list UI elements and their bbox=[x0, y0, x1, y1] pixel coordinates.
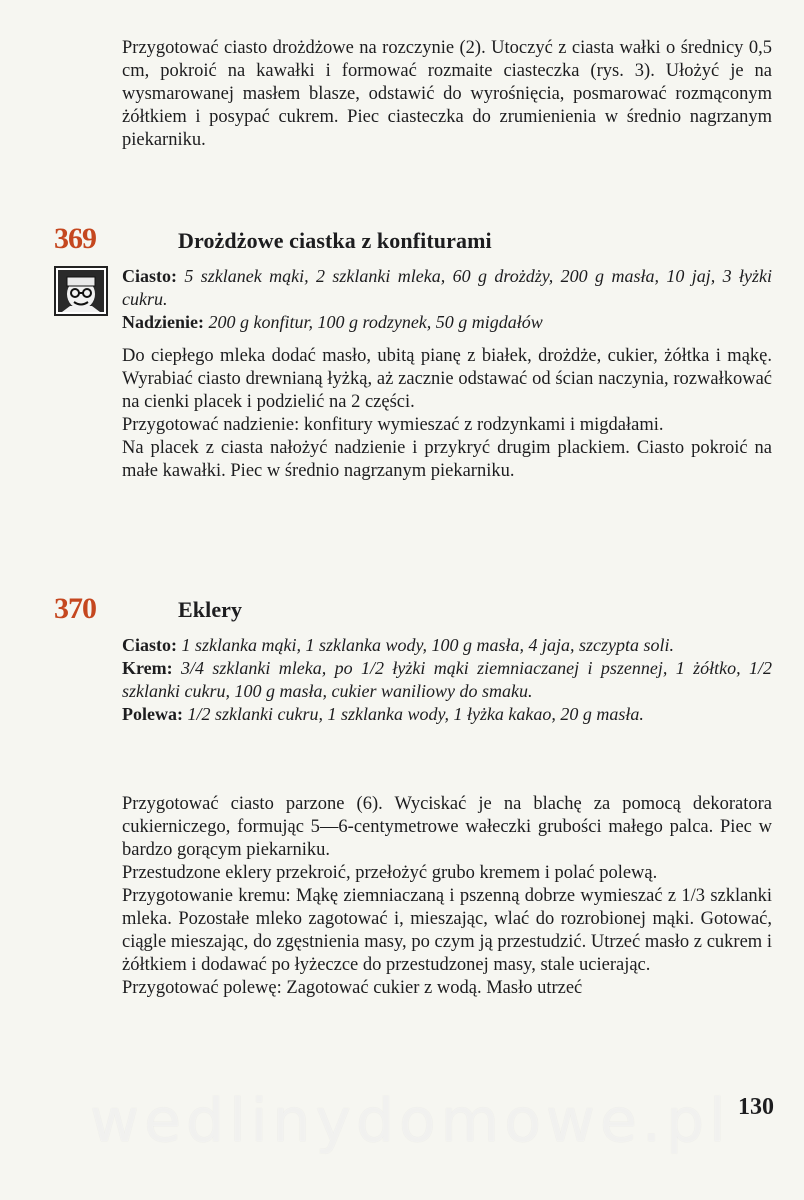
ingredient-value: 1/2 szklanki cukru, 1 szklanka wody, 1 łyżka kakao, 20 g masła. bbox=[187, 704, 644, 724]
method-paragraph: Przygotować nadzienie: konfitury wymieszać z rodzynkami i migdałami. bbox=[122, 415, 664, 435]
ingredient-label: Ciasto: bbox=[122, 635, 177, 655]
watermark: wedlinydomowe.pl bbox=[90, 1086, 731, 1156]
ingredient-value: 200 g konfitur, 100 g rodzynek, 50 g migdałów bbox=[208, 312, 543, 332]
recipe-370-method bbox=[122, 793, 772, 1000]
ingredient-line-dough bbox=[122, 634, 772, 657]
method-paragraph: Przygotować ciasto parzone (6). Wyciskać je na blachę za pomocą dekoratora cukierniczego, formując 5—6-centymetrowe wałeczki grubości małego palca. Piec w bardzo gorącym piekarniku. bbox=[122, 794, 772, 860]
ingredient-label: Ciasto: bbox=[122, 266, 177, 286]
recipe-369-title: Drożdżowe ciastka z konfiturami bbox=[178, 228, 492, 253]
ingredient-line-glaze bbox=[122, 703, 772, 726]
ingredient-line-dough bbox=[122, 265, 772, 311]
intro-paragraph: Przygotować ciasto drożdżowe na rozczynie (2). Utoczyć z ciasta wałki o średnicy 0,5 cm, pokroić na kawałki i formować rozmaite ciasteczka (rys. 3). Ułożyć je na wysmarowanej masłem blasze, odstawić do wyrośnięcia, posmarować rozmąconym żółtkiem i posypać cukrem. Piec ciasteczka do zrumienienia w średnio nagrzanym piekarniku. bbox=[122, 38, 772, 150]
ingredient-line-cream bbox=[122, 657, 772, 703]
ingredient-value: 3/4 szklanki mleka, po 1/2 łyżki mąki ziemniaczanej i pszennej, 1 żółtko, 1/2 szklanki cukru, 100 g masła, cukier waniliowy do smaku. bbox=[122, 658, 773, 701]
ingredient-line-filling bbox=[122, 311, 772, 334]
page-number: 130 bbox=[738, 1094, 774, 1120]
ingredient-value: 1 szklanka mąki, 1 szklanka wody, 100 g masła, 4 jaja, szczypta soli. bbox=[181, 635, 674, 655]
method-paragraph: Przygotowanie kremu: Mąkę ziemniaczaną i pszenną dobrze wymieszać z 1/3 szklanki mleka. Pozostałe mleko zagotować i, mieszając, wlać do rozrobionej mąki. Gotować, ciągle mieszając, do zgęstnienia masy, po czym ją przestudzić. Utrzeć masło z cukrem i żółtkiem i dodawać po łyżeczce do przestudzonej masy, stale ucierając. bbox=[122, 886, 772, 975]
method-paragraph: Przestudzone eklery przekroić, przełożyć grubo kremem i polać polewą. bbox=[122, 863, 658, 883]
recipe-369-ingredients bbox=[122, 265, 772, 334]
method-paragraph: Przygotować polewę: Zagotować cukier z wodą. Masło utrzeć bbox=[122, 978, 583, 998]
recipe-370-number: 370 bbox=[54, 592, 96, 625]
chef-difficulty-icon bbox=[54, 266, 108, 316]
method-paragraph: Na placek z ciasta nałożyć nadzienie i przykryć drugim plackiem. Ciasto pokroić na małe kawałki. Piec w średnio nagrzanym piekarniku. bbox=[122, 438, 772, 481]
ingredient-label: Krem: bbox=[122, 658, 173, 678]
recipe-370-title: Eklery bbox=[178, 597, 243, 622]
recipe-370-ingredients bbox=[122, 634, 772, 726]
ingredient-label: Polewa: bbox=[122, 704, 183, 724]
method-paragraph: Do ciepłego mleka dodać masło, ubitą pianę z białek, drożdże, cukier, żółtka i mąkę. Wyrabiać ciasto drewnianą łyżką, aż zacznie odstawać od ścian naczynia, rozwałkować na cienki placek i podzielić na 2 części. bbox=[122, 346, 772, 412]
recipe-369-number: 369 bbox=[54, 222, 96, 255]
ingredient-value: 5 szklanek mąki, 2 szklanki mleka, 60 g drożdży, 200 g masła, 10 jaj, 3 łyżki cukru. bbox=[122, 266, 772, 309]
recipe-369-method bbox=[122, 345, 772, 483]
ingredient-label: Nadzienie: bbox=[122, 312, 204, 332]
